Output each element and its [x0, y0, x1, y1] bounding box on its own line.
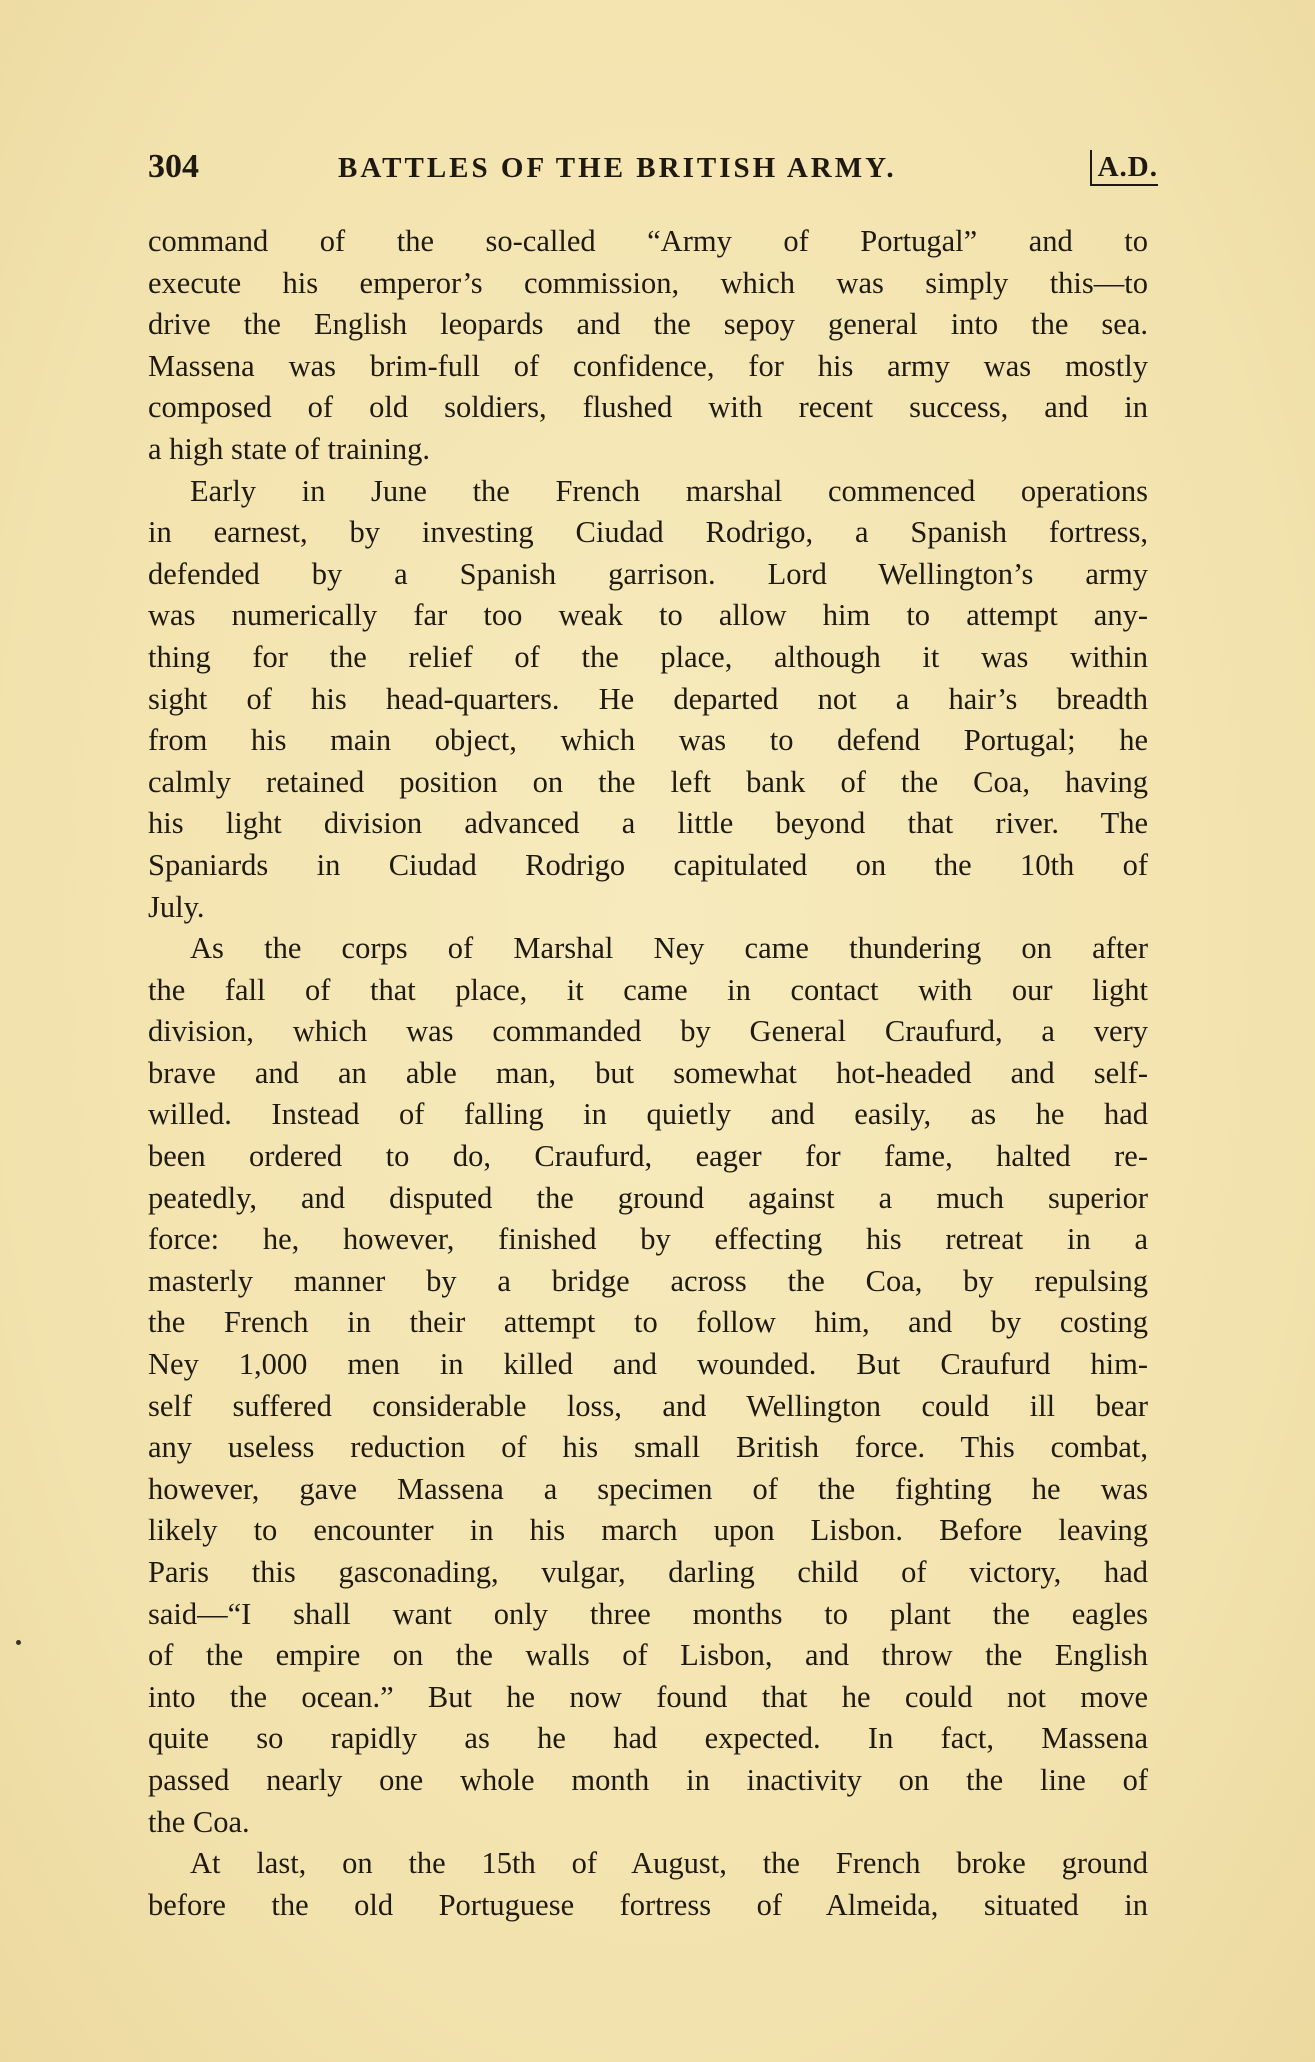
running-head [148, 148, 1158, 192]
era-label: A.D. [1090, 150, 1158, 186]
text-line: from his main object, which was to defend Portugal; he [148, 723, 1148, 758]
text-line: was numerically far too weak to allow him to attempt any- [148, 598, 1148, 633]
text-line: execute his emperor’s commission, which was simply this—to [148, 265, 1148, 300]
text-line: command of the so-called “Army of Portugal” and to [148, 224, 1148, 258]
text-line: willed. Instead of falling in quietly and easily, as he had [148, 1097, 1148, 1132]
text-line: been ordered to do, Craufurd, eager for fame, halted re- [148, 1139, 1148, 1174]
text-line: any useless reduction of his small British force. This combat, [148, 1430, 1148, 1465]
text-line: Ney 1,000 men in killed and wounded. But Craufurd him- [148, 1347, 1148, 1382]
text-line: self suffered considerable loss, and Wellington could ill bear [148, 1388, 1148, 1423]
text-line: into the ocean.” But he now found that he could not move [148, 1679, 1148, 1714]
text-line: thing for the relief of the place, although it was within [148, 639, 1148, 674]
text-line: division, which was commanded by General Craufurd, a very [148, 1014, 1148, 1049]
text-line: calmly retained position on the left bank of the Coa, having [148, 764, 1148, 799]
text-line: defended by a Spanish garrison. Lord Wellington’s army [148, 556, 1148, 591]
text-line: of the empire on the walls of Lisbon, and throw the English [148, 1638, 1148, 1673]
body-text [148, 221, 1148, 1926]
text-line: force: he, however, finished by effecting his retreat in a [148, 1222, 1148, 1257]
text-line: however, gave Massena a specimen of the fighting he was [148, 1471, 1148, 1506]
text-line: drive the English leopards and the sepoy general into the sea. [148, 307, 1148, 342]
margin-speck [16, 1640, 21, 1645]
text-line: composed of old soldiers, flushed with recent success, and in [148, 390, 1148, 425]
text-line: Massena was brim-full of confidence, for his army was mostly [148, 348, 1148, 383]
text-line: said—“I shall want only three months to plant the eagles [148, 1596, 1148, 1631]
text-line: Spaniards in Ciudad Rodrigo capitulated on the 10th of [148, 847, 1148, 882]
paragraph-start: Early in June the French marshal commenced operations [190, 473, 1148, 508]
text-line: in earnest, by investing Ciudad Rodrigo, a Spanish fortress, [148, 515, 1148, 550]
paragraph-start: At last, on the 15th of August, the French broke ground [190, 1846, 1148, 1881]
text-line: likely to encounter in his march upon Lisbon. Before leaving [148, 1513, 1148, 1548]
text-line: quite so rapidly as he had expected. In fact, Massena [148, 1721, 1148, 1756]
text-line: the French in their attempt to follow him, and by costing [148, 1305, 1148, 1340]
text-line: brave and an able man, but somewhat hot-headed and self- [148, 1055, 1148, 1090]
text-line: passed nearly one whole month in inactivity on the line of [148, 1762, 1148, 1797]
text-line: Paris this gasconading, vulgar, darling child of victory, had [148, 1555, 1148, 1589]
text-line: masterly manner by a bridge across the Coa, by repulsing [148, 1263, 1148, 1298]
text-line: peatedly, and disputed the ground against a much superior [148, 1180, 1148, 1215]
text-line: his light division advanced a little beyond that river. The [148, 806, 1148, 841]
text-line: before the old Portuguese fortress of Almeida, situated in [148, 1887, 1148, 1922]
text-line: sight of his head-quarters. He departed not a hair’s breadth [148, 681, 1148, 716]
page-number: 304 [148, 148, 199, 185]
text-line: the fall of that place, it came in contact with our light [148, 972, 1148, 1007]
text-line: the Coa. [148, 1804, 250, 1839]
text-line: a high state of training. [148, 431, 431, 466]
text-line: July. [148, 889, 205, 924]
running-title: BATTLES OF THE BRITISH ARMY. [338, 152, 897, 184]
paragraph-start: As the corps of Marshal Ney came thundering on after [190, 931, 1148, 966]
